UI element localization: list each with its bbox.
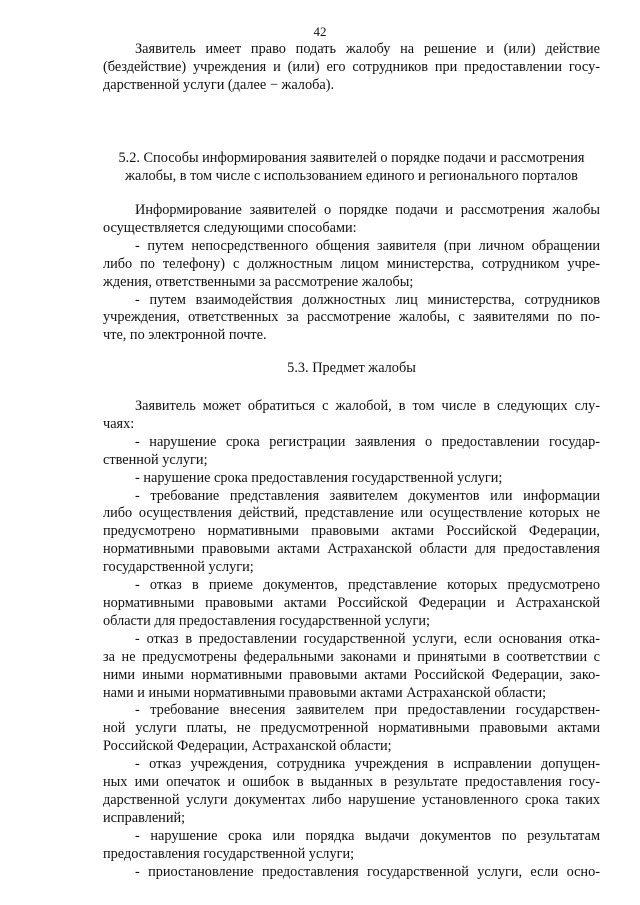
text-line: предусмотрено нормативными правовыми актами Российской Федерации, xyxy=(103,523,600,540)
text-line: - отказ в предоставлении государственной услуги, если основания отка- xyxy=(135,630,600,647)
text-line: ной услуги платы, не предусмотренной нормативными правовыми актами xyxy=(103,720,600,737)
text-line: - путем взаимодействия должностных лиц министерства, сотрудников xyxy=(135,291,600,308)
text-line: дарственной услуги документах либо нарушение установленного срока таких xyxy=(103,791,600,808)
text-line: нами и иными нормативными правовыми актами Астраханской области; xyxy=(103,684,547,701)
text-line: - нарушение срока предоставления государственной услуги; xyxy=(135,469,503,486)
text-line: ними иными нормативными правовыми актами Российской Федерации, зако- xyxy=(103,666,600,683)
text-line: Российской Федерации, Астраханской области; xyxy=(103,738,392,755)
text-line: либо осуществления действий, представление или осуществление которых не xyxy=(103,505,600,522)
text-line: государственной услуги; xyxy=(103,559,254,576)
text-line: нормативными правовыми актами Российской Федерации и Астраханской xyxy=(103,594,600,611)
text-line: Заявитель имеет право подать жалобу на решение и (или) действие xyxy=(135,41,600,57)
heading-line: 5.2. Способы информирования заявителей о порядке подачи и рассмотрения xyxy=(118,150,585,166)
text-line: - требование представления заявителем документов или информации xyxy=(135,487,600,504)
text-line: осуществляется следующими способами: xyxy=(103,219,357,236)
text-line: нормативными правовыми актами Астраханской области для предоставления xyxy=(103,541,600,558)
section-heading-5-2 xyxy=(103,150,600,186)
text-line: дарственной услуги (далее − жалоба). xyxy=(103,76,335,93)
text-line: ственной услуги; xyxy=(103,451,208,468)
text-line: либо по телефону) с должностным лицом министерства, сотрудником учре- xyxy=(103,255,600,272)
text-line: чаях: xyxy=(103,415,135,432)
text-line: Заявитель может обратиться с жалобой, в том числе в следующих слу- xyxy=(135,398,600,414)
text-line: за не предусмотрены федеральными законами и принятыми в соответствии с xyxy=(103,648,600,665)
text-line: (бездействие) учреждения и (или) его сотрудников при предоставлении госу- xyxy=(103,58,600,75)
paragraph-complaint-subject xyxy=(103,398,600,881)
text-line: исправлений; xyxy=(103,809,186,826)
text-line: ных ими опечаток и ошибок в выданных в результате предоставления госу- xyxy=(103,774,600,791)
text-line: ждения, ответственными за рассмотрение жалобы; xyxy=(103,273,414,290)
text-line: Информирование заявителей о порядке подачи и рассмотрения жалобы xyxy=(135,202,600,218)
paragraph-informing-methods xyxy=(103,202,600,345)
text-line: - приостановление предоставления государственной услуги, если осно- xyxy=(135,863,600,880)
text-line: - путем непосредственного общения заявителя (при личном обращении xyxy=(135,237,600,254)
text-line: - требование внесения заявителем при предоставлении государствен- xyxy=(135,702,600,719)
text-line: - нарушение срока или порядка выдачи документов по результатам xyxy=(135,827,600,844)
section-heading-5-3: 5.3. Предмет жалобы xyxy=(287,360,416,376)
heading-line: жалобы, в том числе с использованием единого и регионального порталов xyxy=(125,167,578,184)
page-number: 42 xyxy=(313,24,327,39)
text-line: учреждения, ответственных за рассмотрение жалобы, с заявителями по по- xyxy=(103,309,600,326)
text-line: области для предоставления государственной услуги; xyxy=(103,612,430,629)
text-line: - отказ в приеме документов, представление которых предусмотрено xyxy=(135,577,600,594)
text-line: чте, по электронной почте. xyxy=(103,327,267,344)
text-line: - нарушение срока регистрации заявления о предоставлении государ- xyxy=(135,433,600,450)
paragraph-right-to-complain xyxy=(103,41,600,95)
text-line: предоставления государственной услуги; xyxy=(103,845,355,862)
text-line: - отказ учреждения, сотрудника учреждения в исправлении допущен- xyxy=(135,756,600,773)
